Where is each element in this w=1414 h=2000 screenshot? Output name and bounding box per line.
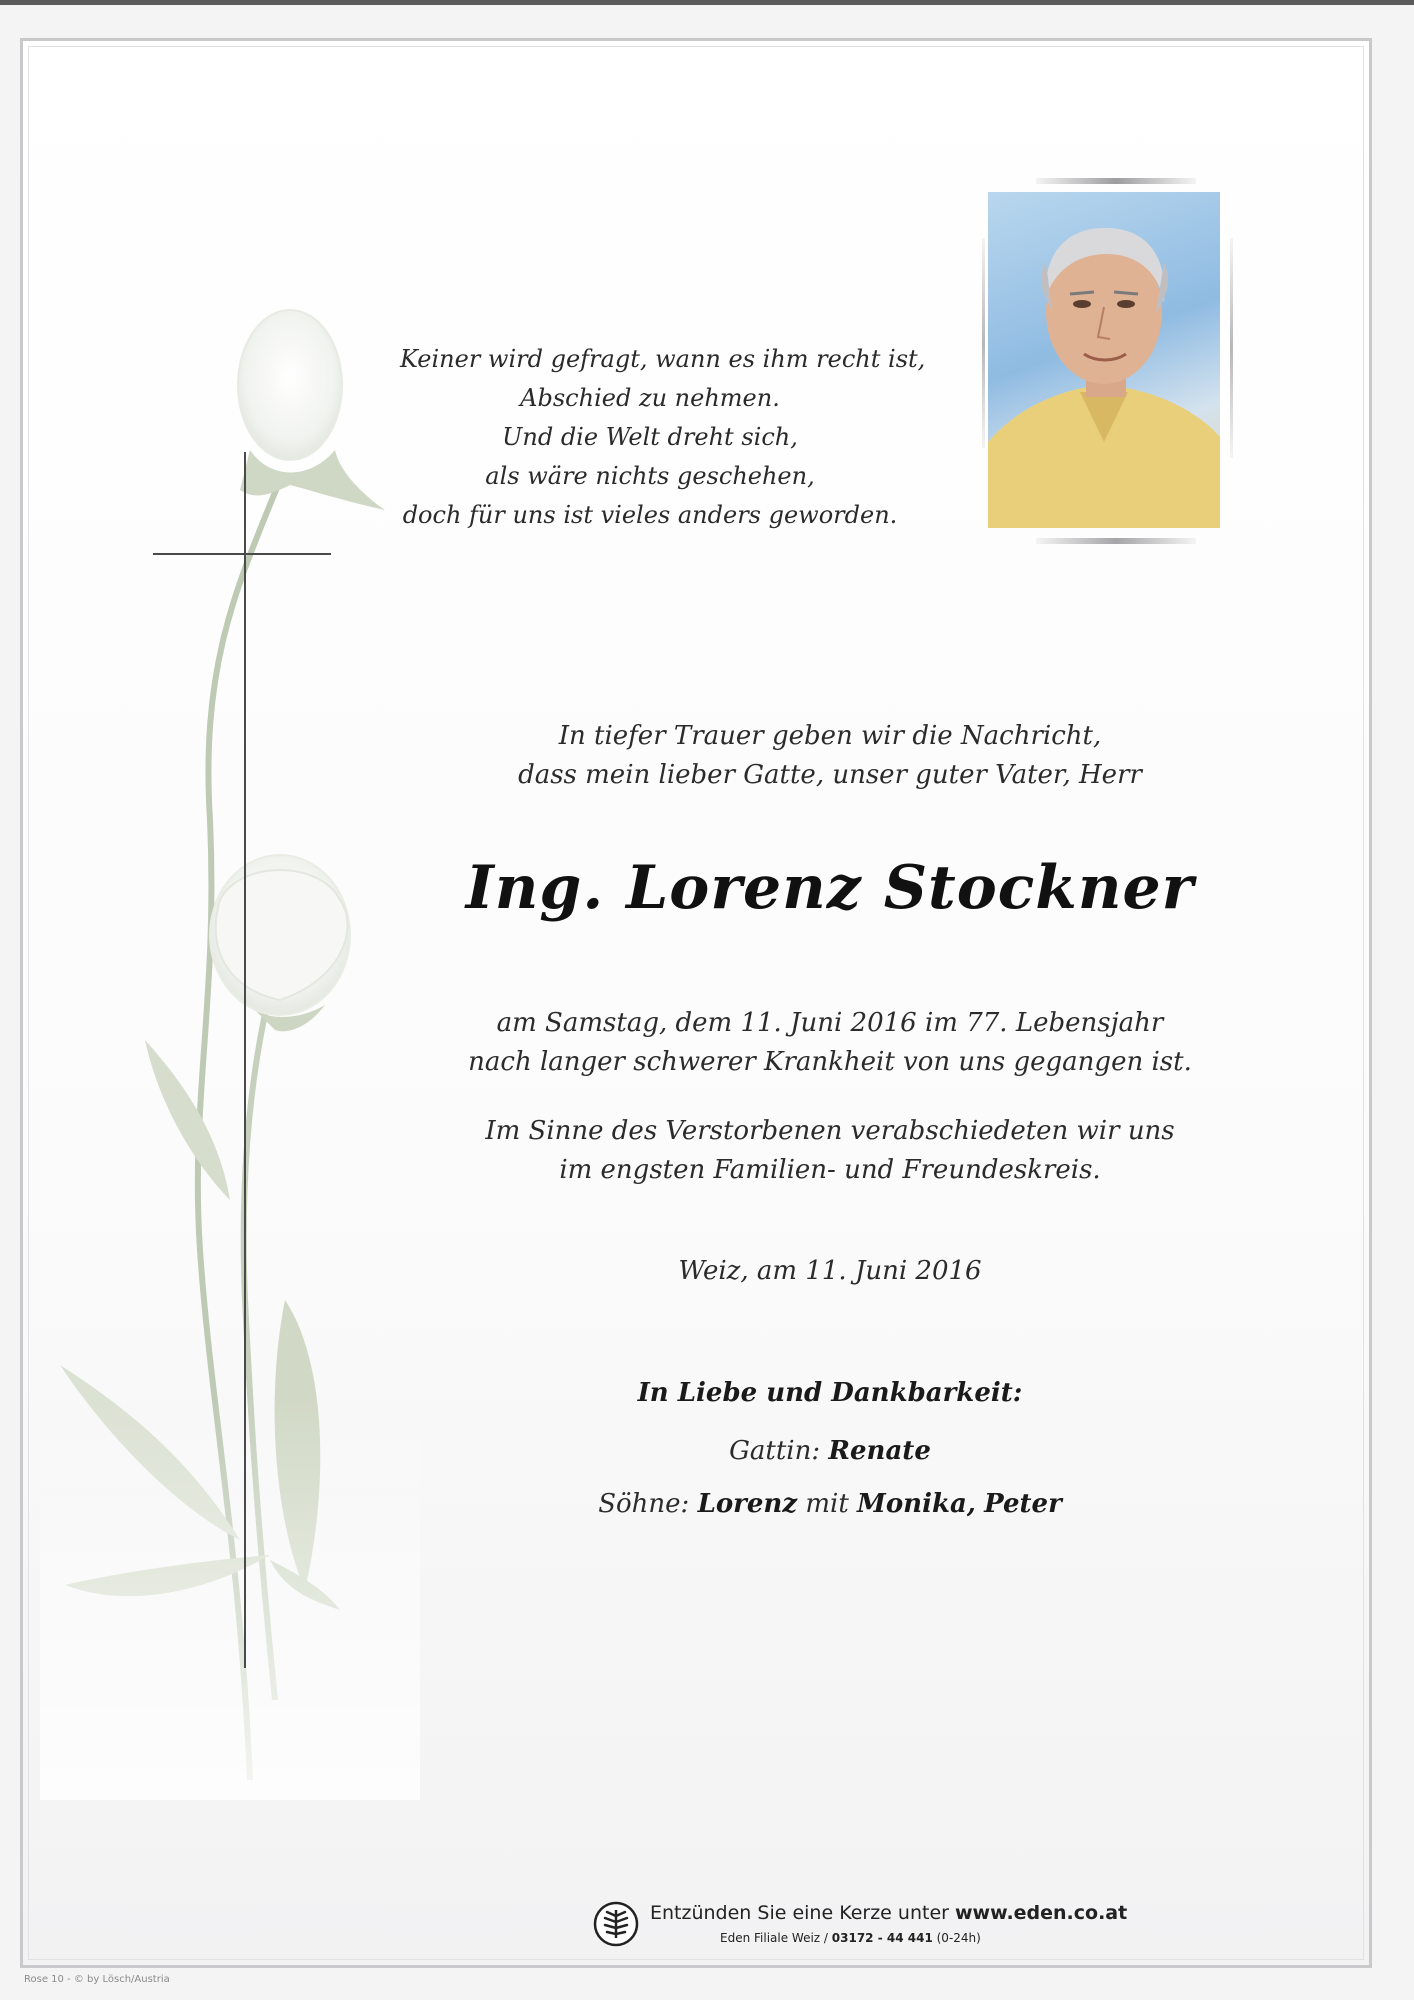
branch-name: Eden Filiale Weiz / bbox=[720, 1931, 828, 1945]
eden-tree-logo-icon bbox=[592, 1900, 640, 1948]
family-wife bbox=[440, 1432, 1220, 1471]
farewell-line: im engsten Familien- und Freundeskreis. bbox=[559, 1155, 1101, 1185]
scan-top-edge bbox=[0, 0, 1414, 5]
frame-bar-bottom bbox=[1036, 538, 1196, 544]
intro-line: dass mein lieber Gatte, unser guter Vater, Herr bbox=[518, 760, 1142, 790]
cross-vertical-bar bbox=[244, 452, 246, 1668]
frame-bar-top bbox=[1036, 178, 1196, 184]
intro-line: In tiefer Trauer geben wir die Nachricht, bbox=[558, 721, 1102, 751]
farewell-notice bbox=[440, 1112, 1220, 1190]
cross-horizontal-bar bbox=[153, 553, 331, 555]
announcement-intro bbox=[440, 717, 1220, 795]
son-partner-name: Monika, bbox=[857, 1489, 976, 1519]
eden-website-link[interactable]: www.eden.co.at bbox=[955, 1902, 1128, 1924]
memorial-quote bbox=[400, 340, 926, 535]
death-notice bbox=[440, 1004, 1220, 1082]
with-word: mit bbox=[805, 1489, 849, 1519]
white-rose-decoration bbox=[40, 300, 420, 1800]
branch-contact bbox=[720, 1930, 1120, 1946]
wife-label: Gattin: bbox=[729, 1436, 821, 1466]
death-line: nach langer schwerer Krankheit von uns gegangen ist. bbox=[468, 1047, 1192, 1077]
son-name: Peter bbox=[984, 1489, 1062, 1519]
quote-line: Abschied zu nehmen. bbox=[520, 384, 780, 412]
branch-phone: 03172 - 44 441 bbox=[831, 1931, 933, 1945]
frame-bar-right bbox=[1230, 238, 1233, 458]
family-sons bbox=[440, 1485, 1220, 1524]
farewell-line: Im Sinne des Verstorbenen verabschiedeten wir uns bbox=[485, 1116, 1175, 1146]
deceased-name: Ing. Lorenz Stockner bbox=[465, 853, 1195, 923]
quote-line: doch für uns ist vieles anders geworden. bbox=[402, 501, 898, 529]
son-name: Lorenz bbox=[697, 1489, 798, 1519]
wife-name: Renate bbox=[828, 1436, 931, 1466]
candle-invitation bbox=[650, 1901, 1150, 1925]
quote-line: Und die Welt dreht sich, bbox=[502, 423, 798, 451]
place-and-date: Weiz, am 11. Juni 2016 bbox=[678, 1256, 982, 1286]
branch-hours: (0-24h) bbox=[936, 1931, 981, 1945]
thanks-heading: In Liebe und Dankbarkeit: bbox=[637, 1378, 1023, 1408]
portrait-photo bbox=[988, 192, 1220, 528]
design-credit: Rose 10 - © by Lösch/Austria bbox=[24, 1974, 170, 1985]
death-line: am Samstag, dem 11. Juni 2016 im 77. Lebensjahr bbox=[496, 1008, 1164, 1038]
candle-text: Entzünden Sie eine Kerze unter bbox=[650, 1902, 949, 1924]
portrait-figure bbox=[988, 192, 1220, 528]
portrait-frame bbox=[978, 178, 1238, 546]
quote-line: als wäre nichts geschehen, bbox=[485, 462, 815, 490]
quote-line: Keiner wird gefragt, wann es ihm recht ist, bbox=[400, 345, 926, 373]
sons-label: Söhne: bbox=[598, 1489, 690, 1519]
frame-bar-left bbox=[982, 238, 985, 448]
